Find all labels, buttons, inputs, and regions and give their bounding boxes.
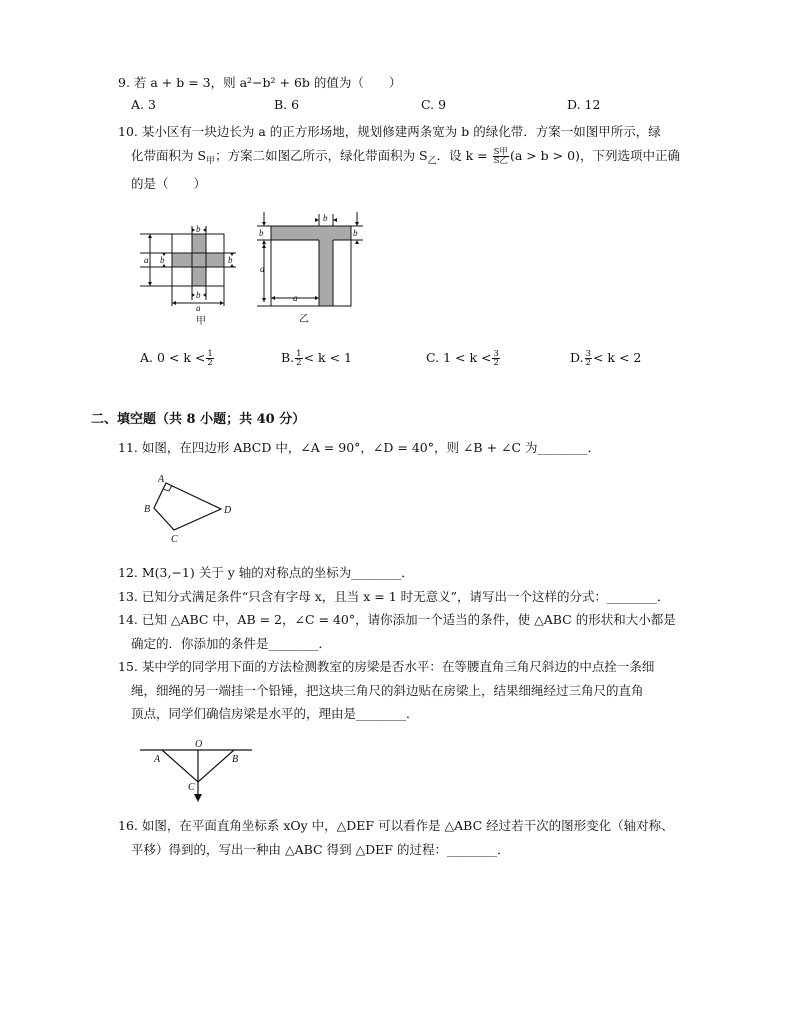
q15-label-a: A — [154, 754, 161, 765]
yi-label-b-top: b — [323, 213, 328, 223]
arrow-icon — [220, 301, 224, 305]
q10-opt-a-pre: A. 0 < k < — [140, 350, 206, 365]
q10-opt-c-den: 2 — [493, 358, 499, 368]
q10-figure-jia — [138, 222, 243, 327]
yi-right-strip — [319, 226, 333, 306]
arrow-icon — [262, 244, 266, 248]
q10-opt-a-den: 2 — [207, 358, 213, 368]
jia-label-b-top: b — [196, 224, 201, 234]
q11-stem: 11. 如图，在四边形 ABCD 中，∠A = 90°，∠D = 40°，则 ∠B + ∠C 为________． — [118, 440, 601, 455]
q10-opt-c-frac — [492, 350, 499, 367]
yi-caption: 乙 — [299, 314, 309, 325]
q10-opt-c-num: 3 — [493, 349, 499, 359]
q11-label-a: A — [158, 474, 165, 485]
q15-label-c: C — [188, 782, 195, 793]
yi-label-b-left: b — [259, 228, 264, 238]
q10-k-fraction — [493, 148, 509, 165]
arrow-icon — [315, 296, 319, 300]
jia-label-b-bottom: b — [196, 290, 201, 300]
section-title: 二、填空题（共 8 小题；共 40 分） — [91, 412, 306, 427]
q10-option-c — [426, 350, 501, 367]
jia-label-b-left: b — [160, 255, 165, 265]
arrow-icon — [262, 240, 266, 244]
jia-label-a-left: a — [144, 255, 149, 265]
jia-horizontal-strip — [172, 253, 224, 267]
arrow-icon — [192, 228, 195, 232]
q10-k-num: S甲 — [493, 147, 508, 157]
q10-line2-c: ．设 k = — [436, 148, 488, 163]
yi-label-b-right: b — [353, 228, 358, 238]
q11-quadrilateral — [154, 483, 221, 530]
q10-opt-d-pre: D. — [570, 350, 584, 365]
arrow-icon — [355, 240, 359, 244]
q10-figure-yi — [255, 210, 365, 325]
q10-line2-b: ；方案二如图乙所示，绿化带面积为 S — [215, 148, 428, 163]
jia-caption: 甲 — [196, 316, 206, 327]
q12-stem: 12. M(3,−1) 关于 y 轴的对称点的坐标为________． — [118, 565, 414, 580]
arrow-icon — [203, 293, 206, 297]
q10-opt-a-num: 1 — [207, 349, 213, 359]
q10-line2-d: (a > b > 0)，下列选项中正确 — [509, 148, 680, 163]
q10-option-b — [281, 350, 352, 367]
yi-label-a-left: a — [260, 264, 265, 274]
q15-line1: 15. 某中学的同学用下面的方法检测教室的房梁是否水平：在等腰直角三角尺斜边的中点拴一条细 — [118, 659, 655, 674]
q11-figure — [140, 470, 240, 545]
jia-label-a-bottom: a — [196, 303, 201, 313]
q10-opt-b-pre: B. — [281, 350, 295, 365]
q10-opt-d-den: 2 — [585, 358, 591, 368]
q10-opt-d-frac — [585, 350, 592, 367]
q10-option-a — [140, 350, 215, 367]
q15-line3: 顶点，同学们确信房梁是水平的，理由是________． — [131, 706, 419, 721]
q15-label-o: O — [195, 739, 203, 750]
q10-line3: 的是（ ） — [131, 176, 207, 191]
yi-top-strip — [271, 226, 351, 240]
q10-opt-b-num: 1 — [296, 349, 302, 359]
q10-line1: 10. 某小区有一块边长为 a 的正方形场地，规划修建两条宽为 b 的绿化带．方案一如图甲所示，绿 — [118, 124, 661, 139]
arrow-icon — [271, 296, 275, 300]
q10-opt-c-pre: C. 1 < k < — [426, 350, 492, 365]
q15-line2: 绳，细绳的另一端挂一个铅锤，把这块三角尺的斜边贴在房梁上，结果细绳经过三角尺的直角 — [131, 683, 644, 698]
q10-opt-b-post: < k < 1 — [303, 350, 352, 365]
arrow-icon — [315, 218, 319, 222]
q9-stem: 9. 若 a + b = 3，则 a²−b² + 6b 的值为（ ） — [118, 75, 402, 90]
q14-line2: 确定的．你添加的条件是________． — [131, 636, 332, 651]
q10-opt-b-frac — [295, 350, 302, 367]
q11-label-c: C — [171, 534, 178, 545]
jia-label-b-right: b — [228, 255, 233, 265]
arrow-icon — [355, 222, 359, 226]
q11-label-b: B — [144, 504, 151, 515]
q10-opt-d-num: 3 — [585, 349, 591, 359]
q10-line2 — [131, 148, 680, 170]
arrow-icon — [148, 234, 152, 238]
q10-opt-a-frac — [206, 350, 213, 367]
arrow-icon — [333, 218, 337, 222]
q16-line1: 16. 如图，在平面直角坐标系 xOy 中，△DEF 可以看作是 △ABC 经过若干次的图形变化（轴对称、 — [118, 818, 674, 833]
arrow-icon — [262, 298, 266, 302]
arrow-icon — [192, 293, 195, 297]
arrow-icon — [148, 282, 152, 286]
q14-line1: 14. 已知 △ABC 中，AB = 2，∠C = 40°，请你添加一个适当的条件，使 △ABC 的形状和大小都是 — [118, 612, 676, 627]
q13-stem: 13. 已知分式满足条件“只含有字母 x，且当 x = 1 时无意义”，请写出一个这样的分式：________． — [118, 589, 670, 604]
q10-sub-yi: 乙 — [427, 156, 437, 167]
arrow-icon — [203, 228, 206, 232]
q9-option-b: B. 6 — [274, 97, 300, 112]
yi-label-a-bottom: a — [293, 293, 298, 303]
q10-k-den: S乙 — [493, 156, 508, 166]
q9-option-c: C. 9 — [421, 97, 447, 112]
q10-option-d — [570, 350, 641, 367]
q9-option-a: A. 3 — [131, 97, 156, 112]
q10-sub-jia: 甲 — [206, 156, 216, 167]
q15-figure — [140, 738, 255, 806]
q9-option-d: D. 12 — [567, 97, 601, 112]
plumb-bob-icon — [194, 794, 202, 802]
q10-opt-d-post: < k < 2 — [592, 350, 642, 365]
q15-label-b: B — [232, 754, 239, 765]
q16-line2: 平移）得到的，写出一种由 △ABC 得到 △DEF 的过程：________． — [131, 842, 510, 857]
q10-line2-a: 化带面积为 S — [131, 148, 207, 163]
q10-opt-b-den: 2 — [296, 358, 302, 368]
q11-label-d: D — [224, 505, 232, 516]
arrow-icon — [262, 222, 266, 226]
arrow-icon — [172, 301, 176, 305]
